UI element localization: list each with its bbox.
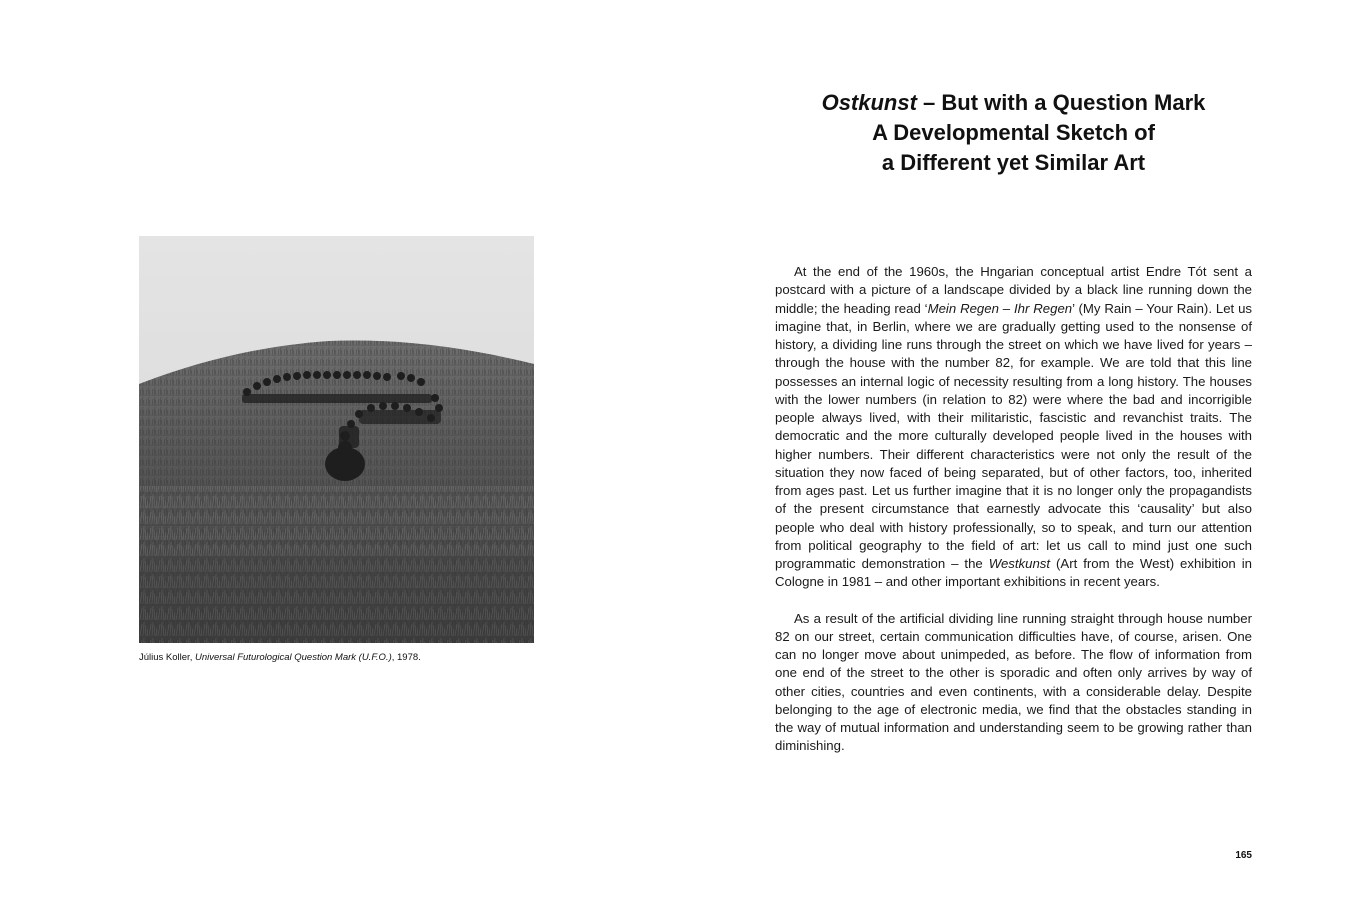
title-line-1-rest: – But with a Question Mark (916, 90, 1206, 115)
paragraph-1-part-e: (Art from the West) exhibition in Cologne in 1981 – and other important exhibitions in recent years. (775, 556, 1252, 590)
body-text (775, 263, 1252, 774)
title-italic-word: Ostkunst (821, 90, 917, 115)
paragraph-1 (775, 263, 1252, 592)
photo-caption (139, 652, 559, 664)
paragraph-1-part-a: At the end of the 1960s, the Hngarian conceptual artist Endre Tót sent a postcard with a picture of a landscape divided by a black line running down the middle; the heading read ‘ (775, 264, 1252, 316)
photograph (139, 236, 534, 643)
chapter-title (775, 88, 1252, 178)
caption-year: , 1978. (391, 652, 421, 663)
paragraph-1-part-c: ’ (My Rain – Your Rain). Let us imagine that, in Berlin, where we are gradually getting used to the nonsense of history, a dividing line runs through the street on which we have lived for years – through the house with the number 82, for example. We are told that this line possesses an internal logic of necessity resulting from a long history. The houses with the lower numbers (in relation to 82) were where the bad and incorrigible people always lived, with their militaristic, fascistic and revanchist traits. The democratic and the more culturally developed people lived in the houses with higher numbers. Their different characteristics were not only the result of the situation they now faced of being separated, but of other factors, too, inherited from ages past. Let us further imagine that it is no longer only the propagandists of the present circumstance that earnestly advocate this ‘causality’ but also people who deal with history professionally, so to speak, and turn our attention from political geography to the field of art: let us call to mind just one such programmatic demonstration – the (775, 300, 1253, 571)
caption-work-title: Universal Futurological Question Mark (U.F.O.) (194, 652, 392, 663)
title-line-3: a Different yet Similar Art (881, 150, 1146, 175)
hill-photo-image (139, 236, 534, 643)
paragraph-2: As a result of the artificial dividing line running straight through house number 82 on our street, certain communication difficulties have, of course, arisen. One can no longer move about unimpeded, as before. The flow of information from one end of the street to the other is sporadic and often only arrives by way of other cities, countries and even continents, with a considerable delay. Despite belonging to the age of electronic media, we find that the obstacles standing in the way of mutual information and understanding seem to be growing rather than diminishing. (775, 610, 1252, 754)
title-line-2: A Developmental Sketch of (872, 120, 1155, 145)
caption-author: Július Koller, (139, 652, 195, 663)
title-line-1 (775, 88, 1252, 118)
page-number: 165 (1235, 850, 1252, 861)
postcard-heading: Mein Regen – Ihr Regen (927, 300, 1073, 316)
exhibition-name: Westkunst (988, 556, 1051, 571)
